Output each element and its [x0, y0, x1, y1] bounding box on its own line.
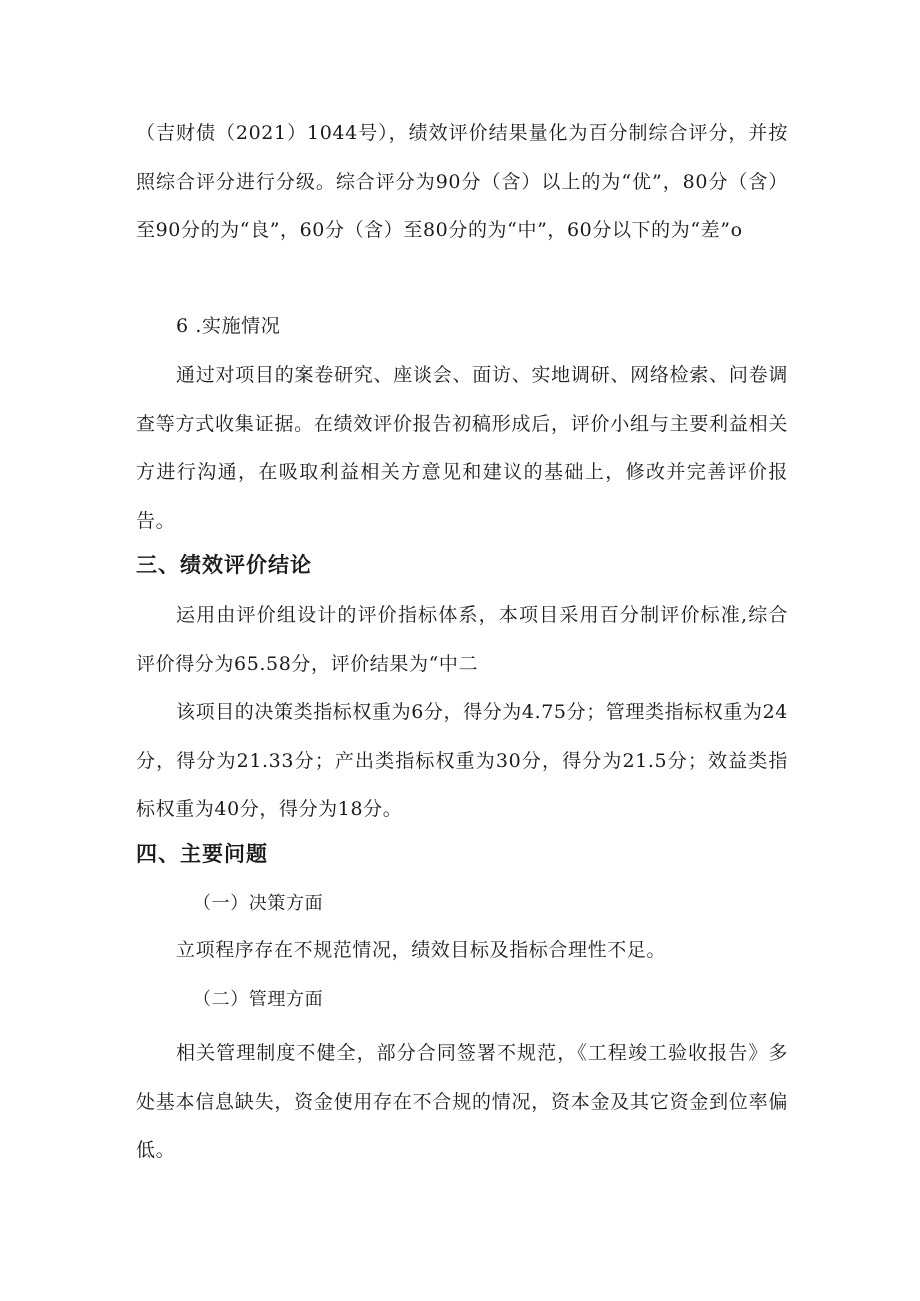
subheading-decision: （一）决策方面 [193, 893, 324, 914]
implementation-paragraph: 通过对项目的案卷研究、座谈会、面访、实地调研、网络检索、问卷调查等方式收集证据。在绩效评价报告初稿形成后，评价小组与主要利益相关方进行沟通，在吸取利益相关方意见和建议的基础上，修改并完善评价报告。 [136, 364, 788, 532]
management-paragraph: 相关管理制度不健全，部分合同签署不规范，《工程竣工验收报告》多处基本信息缺失，资金使用存在不合规的情况，资本金及其它资金到位率偏低。 [136, 1042, 788, 1161]
indicator-scores-paragraph: 该项目的决策类指标权重为6分，得分为4.75分；管理类指标权重为24分，得分为21.33分；产出类指标权重为30分，得分为21.5分；效益类指标权重为40分，得分为18分。 [136, 701, 788, 820]
section-heading-main-problems: 四、主要问题 [136, 842, 268, 866]
subheading-management: （二）管理方面 [193, 989, 324, 1010]
grading-standard-paragraph: （吉财债（2021）1044号），绩效评价结果量化为百分制综合评分，并按照综合评分进行分级。综合评分为90分（含）以上的为“优”，80分（含）至90分的为“良”，60分（含）至80分的为“中”，60分以下的为“差”o [136, 122, 788, 241]
implementation-item-heading: 6 .实施情况 [176, 315, 281, 337]
decision-paragraph: 立项程序存在不规范情况，绩效目标及指标合理性不足。 [176, 939, 667, 961]
conclusion-paragraph: 运用由评价组设计的评价指标体系，本项目采用百分制评价标准,综合评价得分为65.58分，评价结果为“中二 [136, 604, 788, 675]
section-heading-conclusion: 三、绩效评价结论 [136, 553, 312, 577]
